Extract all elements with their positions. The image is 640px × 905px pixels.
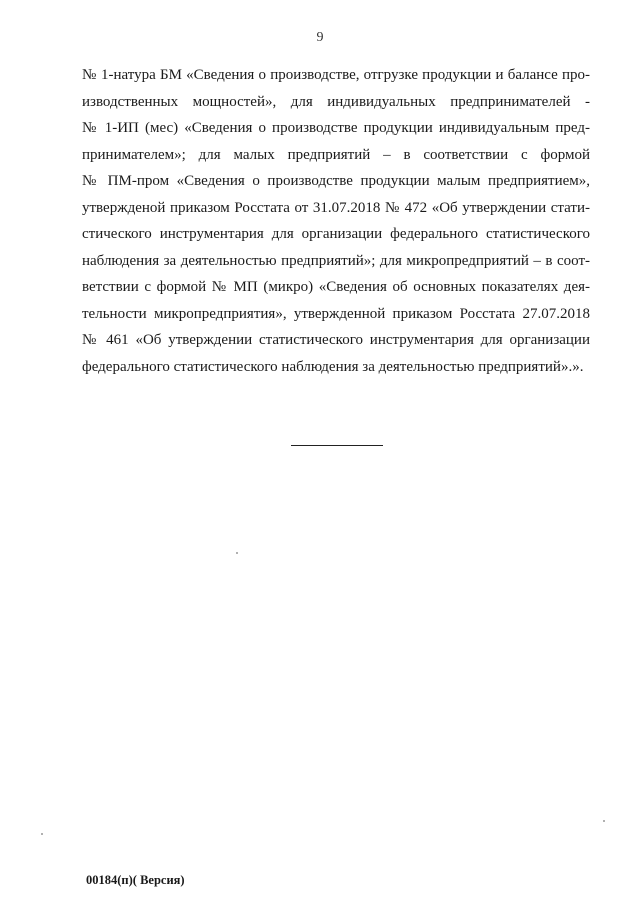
scan-speck bbox=[41, 833, 43, 835]
text-line: № 1-ИП (мес) «Сведения о производстве продукции индивидуальным пред- bbox=[82, 120, 590, 136]
text-line: № 461 «Об утверждении статистического инструментария для организации bbox=[82, 332, 590, 348]
text-line: № 1-натура БМ «Сведения о производстве, отгрузке продукции и балансе про- bbox=[82, 67, 590, 83]
scan-speck bbox=[236, 552, 238, 554]
text-line: принимателем»; для малых предприятий – в соответствии с формой bbox=[82, 146, 590, 163]
page-number: 9 bbox=[316, 30, 324, 45]
body-paragraph bbox=[82, 62, 590, 380]
end-separator-line bbox=[291, 445, 383, 446]
text-line: изводственных мощностей», для индивидуальных предпринимателей - bbox=[82, 93, 590, 110]
text-line: тельности микропредприятия», утвержденной приказом Росстата 27.07.2018 bbox=[82, 305, 590, 322]
text-line: утвержденой приказом Росстата от 31.07.2018 № 472 «Об утверждении стати- bbox=[82, 199, 590, 216]
text-line: № ПМ-пром «Сведения о производстве продукции малым предприятием», bbox=[82, 173, 590, 189]
document-footer-code: 00184(п)( Версия) bbox=[86, 873, 185, 887]
scan-speck bbox=[603, 820, 605, 822]
text-line: наблюдения за деятельностью предприятий»; для микропредприятий – в соот- bbox=[82, 252, 590, 269]
text-line: стического инструментария для организации федерального статистического bbox=[82, 226, 590, 242]
text-line: ветствии с формой № МП (микро) «Сведения об основных показателях дея- bbox=[82, 279, 590, 295]
text-line: федерального статистического наблюдения за деятельностью предприятий».». bbox=[82, 358, 584, 375]
